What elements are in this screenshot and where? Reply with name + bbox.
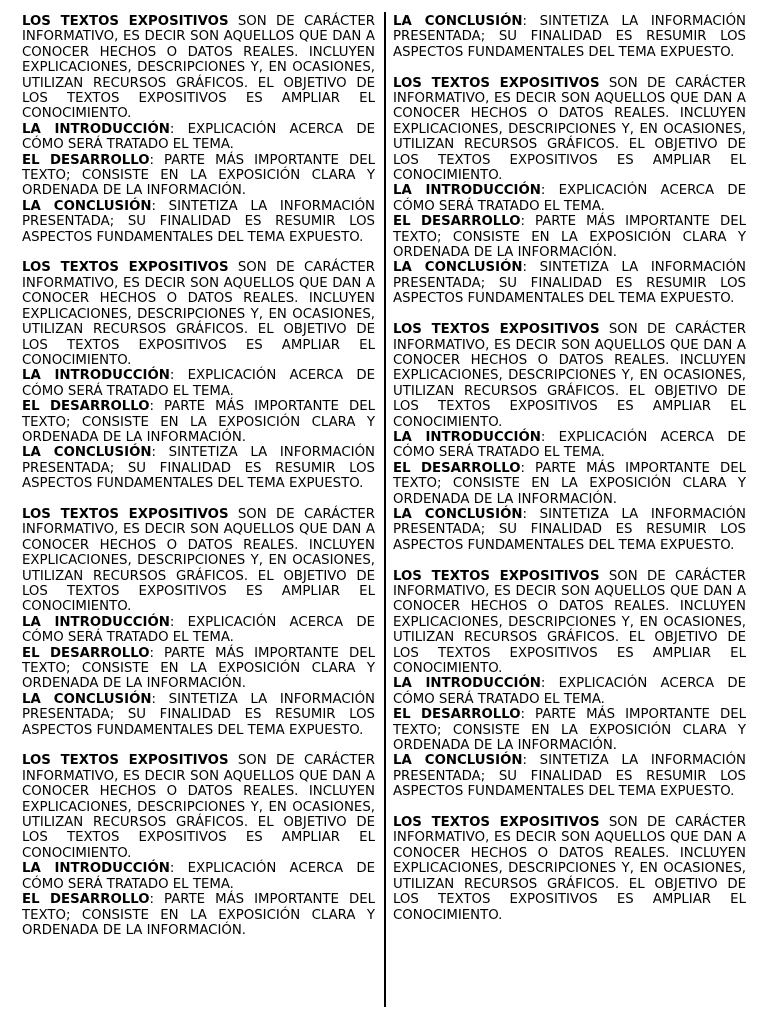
conclusion-paragraph bbox=[393, 14, 746, 60]
desarrollo-paragraph bbox=[22, 153, 375, 199]
section-heading: LA INTRODUCCIÓN bbox=[22, 861, 170, 877]
right-column bbox=[393, 14, 746, 938]
intro-paragraph bbox=[393, 322, 746, 430]
text-block bbox=[22, 753, 375, 938]
text-block bbox=[393, 322, 746, 553]
text-block bbox=[22, 14, 375, 245]
section-heading: LOS TEXTOS EXPOSITIVOS bbox=[393, 75, 600, 91]
paragraph-text: : EXPLICACIÓN ACERCA DE CÓMO SERÁ TRATADO EL TEMA. bbox=[22, 121, 375, 153]
conclusion-paragraph bbox=[22, 692, 375, 738]
paragraph-text: : PARTE MÁS IMPORTANTE DEL TEXTO; CONSISTE EN LA EXPOSICIÓN CLARA Y ORDENADA DE LA INFORMACIÓN. bbox=[22, 152, 376, 199]
text-block bbox=[393, 569, 746, 800]
desarrollo-paragraph bbox=[22, 399, 375, 445]
intro-paragraph bbox=[22, 260, 375, 368]
paragraph-text: : SINTETIZA LA INFORMACIÓN PRESENTADA; SU FINALIDAD ES RESUMIR LOS ASPECTOS FUNDAMENTALES DEL TEMA EXPUESTO. bbox=[22, 445, 375, 492]
paragraph-text: : SINTETIZA LA INFORMACIÓN PRESENTADA; SU FINALIDAD ES RESUMIR LOS ASPECTOS FUNDAMENTALES DEL TEMA EXPUESTO. bbox=[393, 506, 746, 553]
intro-paragraph bbox=[393, 815, 746, 923]
section-heading: LA CONCLUSIÓN bbox=[22, 691, 152, 707]
section-heading: LOS TEXTOS EXPOSITIVOS bbox=[22, 506, 229, 522]
conclusion-paragraph bbox=[393, 260, 746, 306]
section-heading: EL DESARROLLO bbox=[22, 892, 150, 908]
section-heading: LA CONCLUSIÓN bbox=[22, 445, 152, 461]
desarrollo-paragraph bbox=[393, 214, 746, 260]
paragraph-text: : PARTE MÁS IMPORTANTE DEL TEXTO; CONSISTE EN LA EXPOSICIÓN CLARA Y ORDENADA DE LA INFORMACIÓN. bbox=[393, 214, 747, 261]
desarrollo-paragraph bbox=[22, 892, 375, 938]
intro-paragraph bbox=[22, 507, 375, 615]
section-heading: EL DESARROLLO bbox=[22, 152, 150, 168]
section-heading: LA CONCLUSIÓN bbox=[393, 506, 523, 522]
section-heading: EL DESARROLLO bbox=[22, 645, 150, 661]
paragraph-text: : PARTE MÁS IMPORTANTE DEL TEXTO; CONSISTE EN LA EXPOSICIÓN CLARA Y ORDENADA DE LA INFORMACIÓN. bbox=[393, 707, 747, 754]
conclusion-paragraph bbox=[393, 753, 746, 799]
section-heading: LA CONCLUSIÓN bbox=[393, 753, 523, 769]
introduccion-paragraph bbox=[22, 122, 375, 153]
conclusion-paragraph bbox=[22, 199, 375, 245]
section-heading: LOS TEXTOS EXPOSITIVOS bbox=[22, 260, 229, 276]
section-heading: LA CONCLUSIÓN bbox=[393, 14, 523, 29]
section-heading: LOS TEXTOS EXPOSITIVOS bbox=[393, 322, 600, 338]
paragraph-text: : EXPLICACIÓN ACERCA DE CÓMO SERÁ TRATADO EL TEMA. bbox=[393, 676, 746, 707]
paragraph-text: : EXPLICACIÓN ACERCA DE CÓMO SERÁ TRATADO EL TEMA. bbox=[22, 368, 375, 399]
intro-paragraph bbox=[393, 569, 746, 677]
paragraph-text: : EXPLICACIÓN ACERCA DE CÓMO SERÁ TRATADO EL TEMA. bbox=[22, 614, 375, 646]
text-block bbox=[393, 14, 746, 60]
intro-paragraph bbox=[22, 14, 375, 122]
section-heading: LA INTRODUCCIÓN bbox=[393, 429, 541, 445]
section-heading: LA INTRODUCCIÓN bbox=[393, 676, 541, 692]
paragraph-text: : SINTETIZA LA INFORMACIÓN PRESENTADA; SU FINALIDAD ES RESUMIR LOS ASPECTOS FUNDAMENTALES DEL TEMA EXPUESTO. bbox=[22, 198, 375, 245]
text-block bbox=[22, 507, 375, 738]
section-heading: EL DESARROLLO bbox=[22, 399, 150, 415]
section-heading: LA CONCLUSIÓN bbox=[393, 260, 523, 276]
conclusion-paragraph bbox=[393, 507, 746, 553]
section-heading: LA INTRODUCCIÓN bbox=[22, 614, 170, 630]
introduccion-paragraph bbox=[22, 861, 375, 892]
desarrollo-paragraph bbox=[22, 646, 375, 692]
column-divider bbox=[384, 12, 386, 1007]
paragraph-text: SON DE CARÁCTER INFORMATIVO, ES DECIR SON AQUELLOS QUE DAN A CONOCER HECHOS O DATOS REALES. INCLUYEN EXPLICACIONES, DESCRIPCIONES Y, EN OCASIONES, UTILIZAN RECURSOS GRÁFICOS. EL OBJETIVO DE LOS TEXTOS EXPOSITIVOS ES AMPLIAR EL CONOCIMIENTO. bbox=[393, 815, 746, 923]
text-block bbox=[393, 815, 746, 923]
paragraph-text: : PARTE MÁS IMPORTANTE DEL TEXTO; CONSISTE EN LA EXPOSICIÓN CLARA Y ORDENADA DE LA INFORMACIÓN. bbox=[22, 399, 376, 445]
paragraph-text: : PARTE MÁS IMPORTANTE DEL TEXTO; CONSISTE EN LA EXPOSICIÓN CLARA Y ORDENADA DE LA INFORMACIÓN. bbox=[393, 460, 747, 507]
section-heading: LOS TEXTOS EXPOSITIVOS bbox=[22, 14, 229, 29]
introduccion-paragraph bbox=[393, 183, 746, 214]
paragraph-text: : SINTETIZA LA INFORMACIÓN PRESENTADA; SU FINALIDAD ES RESUMIR LOS ASPECTOS FUNDAMENTALES DEL TEMA EXPUESTO. bbox=[393, 14, 746, 60]
left-column bbox=[22, 14, 375, 954]
section-heading: LA INTRODUCCIÓN bbox=[22, 121, 170, 137]
paragraph-text: SON DE CARÁCTER INFORMATIVO, ES DECIR SON AQUELLOS QUE DAN A CONOCER HECHOS O DATOS REALES. INCLUYEN EXPLICACIONES, DESCRIPCIONES Y, EN OCASIONES, UTILIZAN RECURSOS GRÁFICOS. EL OBJETIVO DE LOS TEXTOS EXPOSITIVOS ES AMPLIAR EL CONOCIMIENTO. bbox=[393, 568, 746, 677]
paragraph-text: : PARTE MÁS IMPORTANTE DEL TEXTO; CONSISTE EN LA EXPOSICIÓN CLARA Y ORDENADA DE LA INFORMACIÓN. bbox=[22, 645, 376, 692]
section-heading: LOS TEXTOS EXPOSITIVOS bbox=[393, 815, 600, 831]
paragraph-text: SON DE CARÁCTER INFORMATIVO, ES DECIR SON AQUELLOS QUE DAN A CONOCER HECHOS O DATOS REALES. INCLUYEN EXPLICACIONES, DESCRIPCIONES Y, EN OCASIONES, UTILIZAN RECURSOS GRÁFICOS. EL OBJETIVO DE LOS TEXTOS EXPOSITIVOS ES AMPLIAR EL CONOCIMIENTO. bbox=[22, 260, 375, 368]
paragraph-text: : EXPLICACIÓN ACERCA DE CÓMO SERÁ TRATADO EL TEMA. bbox=[22, 861, 375, 892]
paragraph-text: SON DE CARÁCTER INFORMATIVO, ES DECIR SON AQUELLOS QUE DAN A CONOCER HECHOS O DATOS REALES. INCLUYEN EXPLICACIONES, DESCRIPCIONES Y, EN OCASIONES, UTILIZAN RECURSOS GRÁFICOS. EL OBJETIVO DE LOS TEXTOS EXPOSITIVOS ES AMPLIAR EL CONOCIMIENTO. bbox=[393, 75, 746, 184]
paragraph-text: : SINTETIZA LA INFORMACIÓN PRESENTADA; SU FINALIDAD ES RESUMIR LOS ASPECTOS FUNDAMENTALES DEL TEMA EXPUESTO. bbox=[393, 260, 746, 307]
section-heading: EL DESARROLLO bbox=[393, 707, 521, 723]
desarrollo-paragraph bbox=[393, 461, 746, 507]
paragraph-text: : EXPLICACIÓN ACERCA DE CÓMO SERÁ TRATADO EL TEMA. bbox=[393, 429, 746, 461]
conclusion-paragraph bbox=[22, 445, 375, 491]
paragraph-text: SON DE CARÁCTER INFORMATIVO, ES DECIR SON AQUELLOS QUE DAN A CONOCER HECHOS O DATOS REALES. INCLUYEN EXPLICACIONES, DESCRIPCIONES Y, EN OCASIONES, UTILIZAN RECURSOS GRÁFICOS. EL OBJETIVO DE LOS TEXTOS EXPOSITIVOS ES AMPLIAR EL CONOCIMIENTO. bbox=[22, 14, 375, 122]
paragraph-text: : SINTETIZA LA INFORMACIÓN PRESENTADA; SU FINALIDAD ES RESUMIR LOS ASPECTOS FUNDAMENTALES DEL TEMA EXPUESTO. bbox=[393, 753, 746, 800]
text-block bbox=[22, 260, 375, 491]
intro-paragraph bbox=[22, 753, 375, 861]
paragraph-text: SON DE CARÁCTER INFORMATIVO, ES DECIR SON AQUELLOS QUE DAN A CONOCER HECHOS O DATOS REALES. INCLUYEN EXPLICACIONES, DESCRIPCIONES Y, EN OCASIONES, UTILIZAN RECURSOS GRÁFICOS. EL OBJETIVO DE LOS TEXTOS EXPOSITIVOS ES AMPLIAR EL CONOCIMIENTO. bbox=[22, 506, 375, 615]
paragraph-text: : SINTETIZA LA INFORMACIÓN PRESENTADA; SU FINALIDAD ES RESUMIR LOS ASPECTOS FUNDAMENTALES DEL TEMA EXPUESTO. bbox=[22, 691, 375, 738]
section-heading: EL DESARROLLO bbox=[393, 214, 521, 230]
paragraph-text: : EXPLICACIÓN ACERCA DE CÓMO SERÁ TRATADO EL TEMA. bbox=[393, 183, 746, 214]
section-heading: LOS TEXTOS EXPOSITIVOS bbox=[393, 568, 600, 584]
section-heading: EL DESARROLLO bbox=[393, 460, 521, 476]
section-heading: LA INTRODUCCIÓN bbox=[22, 368, 170, 384]
desarrollo-paragraph bbox=[393, 707, 746, 753]
section-heading: LA CONCLUSIÓN bbox=[22, 198, 152, 214]
introduccion-paragraph bbox=[393, 430, 746, 461]
section-heading: LOS TEXTOS EXPOSITIVOS bbox=[22, 753, 229, 769]
section-heading: LA INTRODUCCIÓN bbox=[393, 183, 541, 199]
introduccion-paragraph bbox=[22, 368, 375, 399]
introduccion-paragraph bbox=[22, 615, 375, 646]
paragraph-text: : PARTE MÁS IMPORTANTE DEL TEXTO; CONSISTE EN LA EXPOSICIÓN CLARA Y ORDENADA DE LA INFORMACIÓN. bbox=[22, 892, 376, 938]
introduccion-paragraph bbox=[393, 676, 746, 707]
text-block bbox=[393, 76, 746, 307]
paragraph-text: SON DE CARÁCTER INFORMATIVO, ES DECIR SON AQUELLOS QUE DAN A CONOCER HECHOS O DATOS REALES. INCLUYEN EXPLICACIONES, DESCRIPCIONES Y, EN OCASIONES, UTILIZAN RECURSOS GRÁFICOS. EL OBJETIVO DE LOS TEXTOS EXPOSITIVOS ES AMPLIAR EL CONOCIMIENTO. bbox=[22, 753, 375, 861]
paragraph-text: SON DE CARÁCTER INFORMATIVO, ES DECIR SON AQUELLOS QUE DAN A CONOCER HECHOS O DATOS REALES. INCLUYEN EXPLICACIONES, DESCRIPCIONES Y, EN OCASIONES, UTILIZAN RECURSOS GRÁFICOS. EL OBJETIVO DE LOS TEXTOS EXPOSITIVOS ES AMPLIAR EL CONOCIMIENTO. bbox=[393, 322, 746, 430]
intro-paragraph bbox=[393, 76, 746, 184]
